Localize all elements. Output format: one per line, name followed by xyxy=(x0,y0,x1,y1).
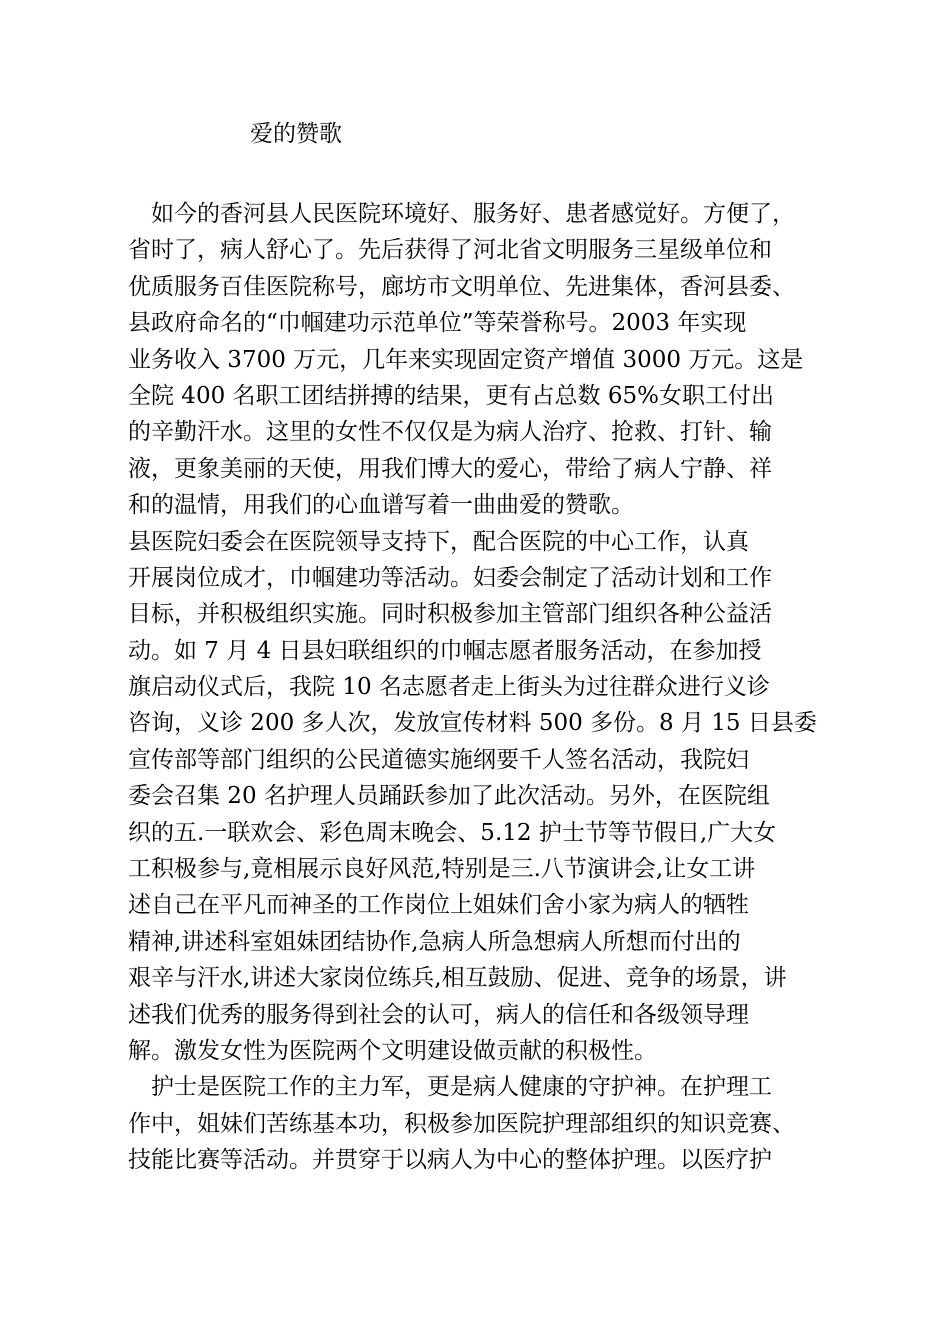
paragraph-2-line-13: 艰辛与汗水,讲述大家岗位练兵,相互鼓励、促进、竞争的场景，讲 xyxy=(128,965,787,992)
paragraph-2-line-9: 织的五.一联欢会、彩色周末晚会、5.12 护士节等节假日,广大女 xyxy=(128,819,777,846)
paragraph-2-line-11: 述自己在平凡而神圣的工作岗位上姐妹们舍小家为病人的牺牲 xyxy=(128,892,749,919)
paragraph-2-line-15: 解。激发女性为医院两个文明建设做贡献的积极性。 xyxy=(128,1037,657,1064)
paragraph-2-line-7: 宣传部等部门组织的公民道德实施纲要千人签名活动，我院妇 xyxy=(128,746,749,773)
paragraph-1-line-3: 优质服务百佳医院称号，廊坊市文明单位、先进集体，香河县委、 xyxy=(128,273,795,300)
paragraph-3-line-2: 作中，姐妹们苦练基本功，积极参加医院护理部组织的知识竞赛、 xyxy=(128,1110,795,1137)
paragraph-1-line-2: 省时了，病人舒心了。先后获得了河北省文明服务三星级单位和 xyxy=(128,237,772,264)
paragraph-2-line-3: 目标，并积极组织实施。同时积极参加主管部门组织各种公益活 xyxy=(128,601,772,628)
paragraph-2-line-10: 工积极参与,竟相展示良好风范,特别是三.八节演讲会,让女工讲 xyxy=(128,856,756,883)
paragraph-2-line-1: 县医院妇委会在医院领导支持下，配合医院的中心工作，认真 xyxy=(128,528,749,555)
paragraph-2-line-14: 述我们优秀的服务得到社会的认可，病人的信任和各级领导理 xyxy=(128,1001,749,1028)
paragraph-1-line-5: 业务收入 3700 万元，几年来实现固定资产增值 3000 万元。这是 xyxy=(128,346,804,373)
paragraph-1-line-6: 全院 400 名职工团结拼搏的结果，更有占总数 65%女职工付出 xyxy=(128,382,774,409)
paragraph-1-line-7: 的辛勤汗水。这里的女性不仅仅是为病人治疗、抢救、打针、输 xyxy=(128,419,772,446)
paragraph-1-line-8: 液，更象美丽的天使，用我们博大的爱心，带给了病人宁静、祥 xyxy=(128,455,772,482)
document-body xyxy=(128,196,828,1179)
paragraph-2-line-5: 旗启动仪式后，我院 10 名志愿者走上街头为过往群众进行义诊 xyxy=(128,674,770,701)
paragraph-2-line-12: 精神,讲述科室姐妹团结协作,急病人所急想病人所想而付出的 xyxy=(128,928,741,955)
paragraph-1-line-4: 县政府命名的“巾帼建功示范单位”等荣誉称号。2003 年实现 xyxy=(128,310,747,337)
paragraph-1-line-1: 如今的香河县人民医院环境好、服务好、患者感觉好。方便了， xyxy=(128,201,795,227)
document-title: 爱的赞歌 xyxy=(250,121,342,147)
paragraph-2-line-2: 开展岗位成才，巾帼建功等活动。妇委会制定了活动计划和工作 xyxy=(128,564,772,591)
paragraph-1-line-9: 和的温情，用我们的心血谱写着一曲曲爱的赞歌。 xyxy=(128,492,634,519)
paragraph-2-line-8: 委会召集 20 名护理人员踊跃参加了此次活动。另外，在医院组 xyxy=(128,783,770,810)
paragraph-3-line-1: 护士是医院工作的主力军，更是病人健康的守护神。在护理工 xyxy=(128,1074,772,1101)
paragraph-2-line-4: 动。如 7 月 4 日县妇联组织的巾帼志愿者服务活动，在参加授 xyxy=(128,637,762,664)
paragraph-2-line-6: 咨询，义诊 200 多人次，发放宣传材料 500 多份。8 月 15 日县委 xyxy=(128,710,817,737)
paragraph-3-line-3: 技能比赛等活动。并贯穿于以病人为中心的整体护理。以医疗护 xyxy=(128,1147,772,1174)
